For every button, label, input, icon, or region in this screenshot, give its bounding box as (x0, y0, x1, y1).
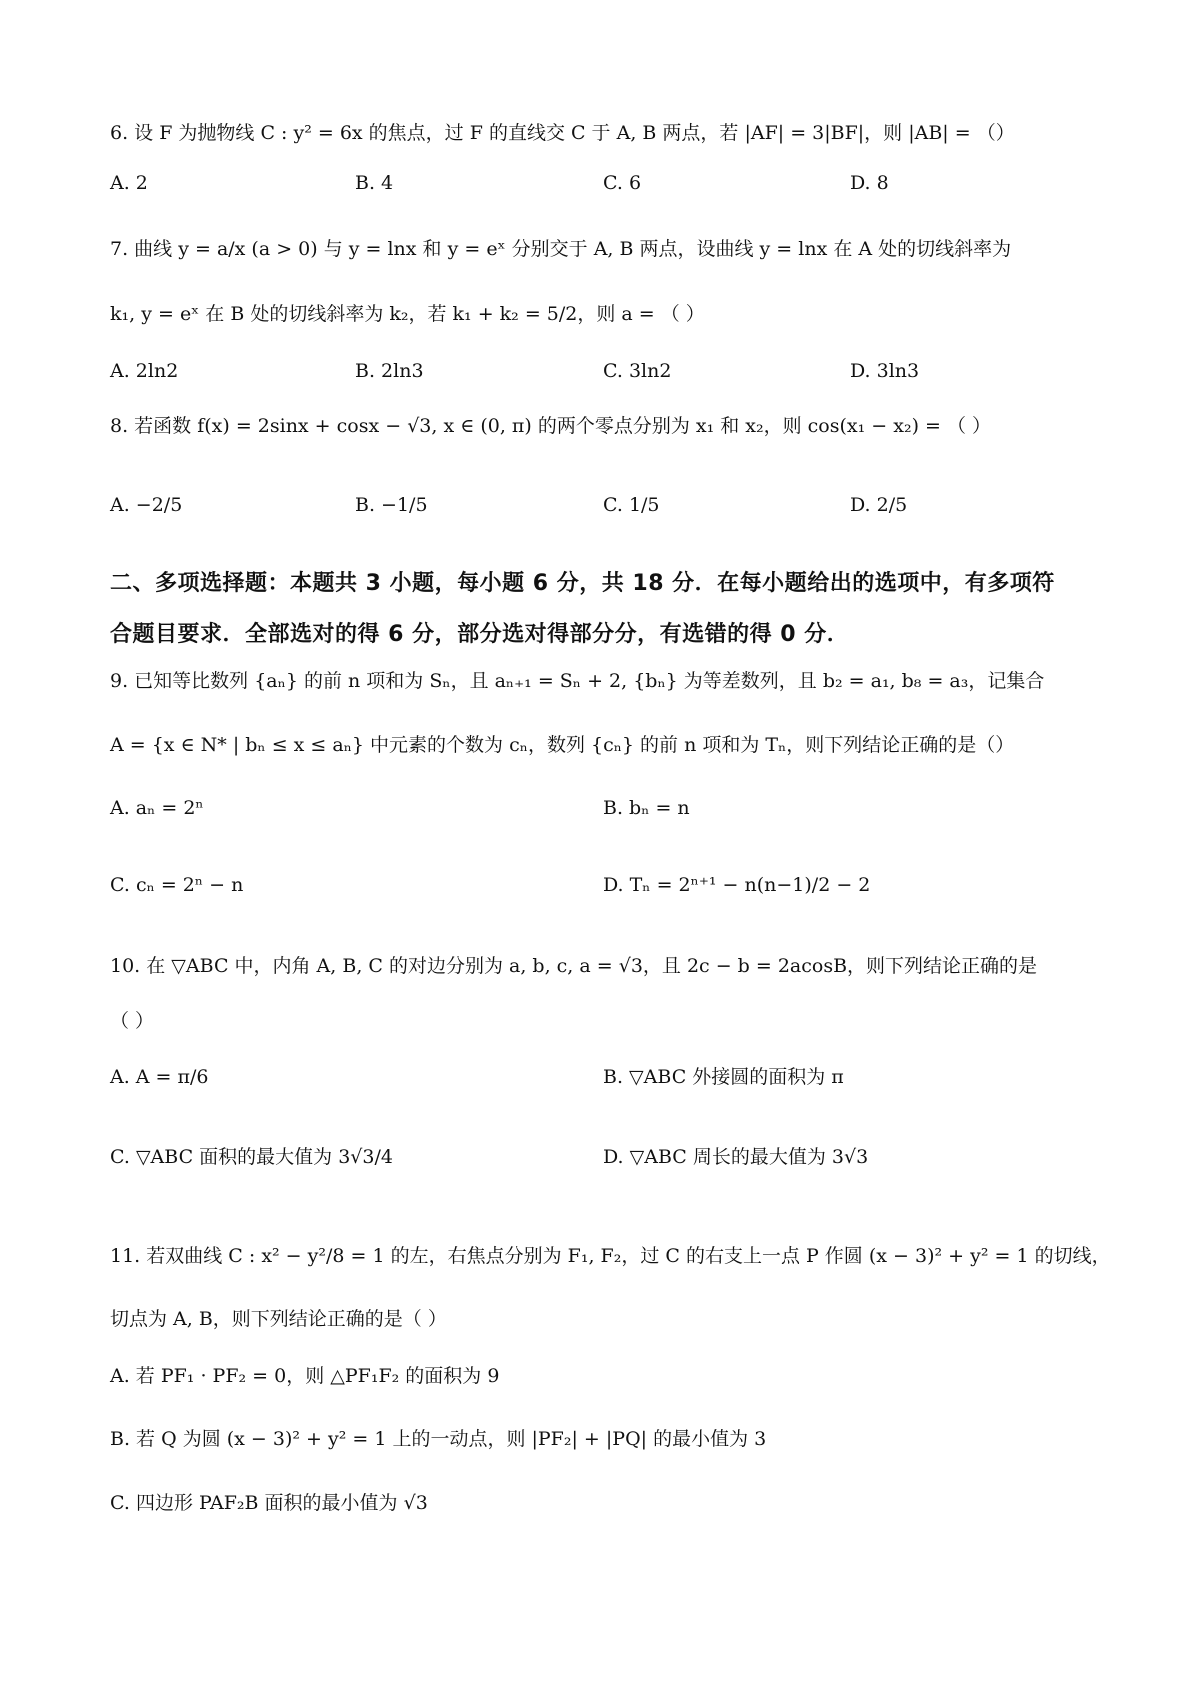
q9-stem-line2: A = {x ∈ N* | bₙ ≤ x ≤ aₙ} 中元素的个数为 cₙ，数列 {cₙ} 的前 n 项和为 Tₙ，则下列结论正确的是（） (110, 734, 1015, 756)
q11-stem-line2: 切点为 A, B，则下列结论正确的是（ ） (110, 1308, 447, 1330)
q11-option-c: C. 四边形 PAF₂B 面积的最小值为 √3 (110, 1492, 428, 1514)
q10-stem-line1: 10. 在 ▽ABC 中，内角 A, B, C 的对边分别为 a, b, c, a = √3，且 2c − b = 2acosB，则下列结论正确的是 (110, 955, 1038, 977)
q8-option-a: A. −2/5 (110, 494, 183, 516)
q11-stem-line1: 11. 若双曲线 C : x² − y²/8 = 1 的左，右焦点分别为 F₁, F₂，过 C 的右支上一点 P 作圆 (x − 3)² + y² = 1 的切线， (110, 1245, 1111, 1267)
q10-option-b: B. ▽ABC 外接圆的面积为 π (603, 1066, 844, 1088)
q8-stem: 8. 若函数 f(x) = 2sinx + cosx − √3, x ∈ (0, π) 的两个零点分别为 x₁ 和 x₂，则 cos(x₁ − x₂) = （ ） (110, 415, 992, 437)
q6-option-b: B. 4 (355, 172, 394, 194)
q9-option-c: C. cₙ = 2ⁿ − n (110, 874, 244, 896)
q6-stem: 6. 设 F 为抛物线 C : y² = 6x 的焦点，过 F 的直线交 C 于 A, B 两点，若 |AF| = 3|BF|，则 |AB| = （） (110, 122, 1015, 144)
q6-option-d: D. 8 (850, 172, 889, 194)
q9-option-b: B. bₙ = n (603, 797, 690, 819)
q6-option-a: A. 2 (110, 172, 148, 194)
q7-stem-line2: k₁, y = eˣ 在 B 处的切线斜率为 k₂，若 k₁ + k₂ = 5/2，则 a = （ ） (110, 303, 705, 325)
q8-option-d: D. 2/5 (850, 494, 908, 516)
q7-stem-line1: 7. 曲线 y = a/x (a > 0) 与 y = lnx 和 y = eˣ 分别交于 A, B 两点，设曲线 y = lnx 在 A 处的切线斜率为 (110, 238, 1012, 260)
q11-option-a: A. 若 PF₁ · PF₂ = 0，则 △PF₁F₂ 的面积为 9 (110, 1365, 500, 1387)
q10-option-c: C. ▽ABC 面积的最大值为 3√3/4 (110, 1146, 393, 1168)
section-2-heading-line2: 合题目要求．全部选对的得 6 分，部分选对得部分分，有选错的得 0 分． (110, 622, 850, 647)
q11-option-b: B. 若 Q 为圆 (x − 3)² + y² = 1 上的一动点，则 |PF₂| + |PQ| 的最小值为 3 (110, 1428, 767, 1450)
q8-option-b: B. −1/5 (355, 494, 428, 516)
q7-option-b: B. 2ln3 (355, 360, 424, 382)
q7-option-c: C. 3ln2 (603, 360, 672, 382)
q7-option-d: D. 3ln3 (850, 360, 920, 382)
q10-stem-line2: （ ） (110, 1010, 155, 1032)
q10-option-a: A. A = π/6 (110, 1066, 209, 1088)
q9-option-d: D. Tₙ = 2ⁿ⁺¹ − n(n−1)/2 − 2 (603, 874, 871, 896)
q9-stem-line1: 9. 已知等比数列 {aₙ} 的前 n 项和为 Sₙ，且 aₙ₊₁ = Sₙ + 2, {bₙ} 为等差数列，且 b₂ = a₁, b₈ = a₃，记集合 (110, 670, 1045, 692)
section-2-heading-line1: 二、多项选择题：本题共 3 小题，每小题 6 分，共 18 分．在每小题给出的选项中，有多项符 (110, 571, 1055, 596)
q8-option-c: C. 1/5 (603, 494, 660, 516)
q7-option-a: A. 2ln2 (110, 360, 179, 382)
q6-option-c: C. 6 (603, 172, 642, 194)
q9-option-a: A. aₙ = 2ⁿ (110, 797, 204, 819)
q10-option-d: D. ▽ABC 周长的最大值为 3√3 (603, 1146, 869, 1168)
